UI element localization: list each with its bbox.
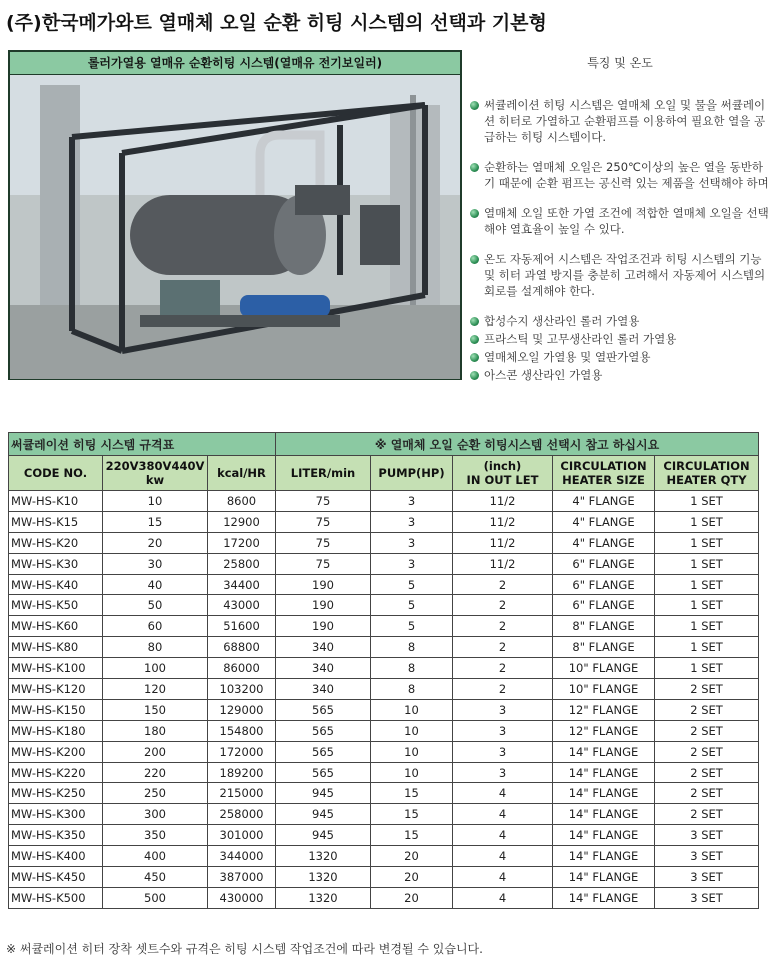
table-cell: MW-HS-K15 xyxy=(9,511,103,532)
footnote: ※ 써큘레이션 히터 장착 셋트수와 규격은 히팅 시스템 작업조건에 따라 변경될 수 있습니다. xyxy=(6,942,483,956)
bullet-icon xyxy=(470,353,479,362)
table-cell: 10" FLANGE xyxy=(553,658,655,679)
table-cell: 103200 xyxy=(208,679,276,700)
table-cell: 4" FLANGE xyxy=(553,511,655,532)
table-cell: 43000 xyxy=(208,595,276,616)
table-cell: MW-HS-K60 xyxy=(9,616,103,637)
table-cell: 11/2 xyxy=(453,532,553,553)
table-cell: 344000 xyxy=(208,846,276,867)
table-cell: 4 xyxy=(453,783,553,804)
table-cell: 387000 xyxy=(208,867,276,888)
feature-item xyxy=(470,97,770,145)
table-cell: 200 xyxy=(103,741,208,762)
table-cell: 3 xyxy=(453,720,553,741)
table-cell: 20 xyxy=(103,532,208,553)
product-photo xyxy=(10,75,460,379)
table-row xyxy=(9,804,759,825)
table-cell: 12900 xyxy=(208,511,276,532)
table-cell: 75 xyxy=(276,511,371,532)
table-cell: 565 xyxy=(276,720,371,741)
table-cell: 180 xyxy=(103,720,208,741)
table-cell: 945 xyxy=(276,783,371,804)
table-cell: 4 xyxy=(453,804,553,825)
column-header-line: PUMP(HP) xyxy=(378,466,445,480)
bullet-icon xyxy=(470,209,479,218)
table-cell: 2 SET xyxy=(655,762,759,783)
table-cell: 10 xyxy=(371,720,453,741)
column-header xyxy=(9,456,103,491)
table-cell: MW-HS-K50 xyxy=(9,595,103,616)
table-cell: 2 xyxy=(453,595,553,616)
table-cell: MW-HS-K80 xyxy=(9,637,103,658)
table-cell: 10 xyxy=(371,741,453,762)
use-item xyxy=(470,349,770,365)
table-cell: 3 xyxy=(453,741,553,762)
table-cell: 565 xyxy=(276,762,371,783)
table-cell: 25800 xyxy=(208,553,276,574)
table-cell: 1320 xyxy=(276,846,371,867)
table-cell: 3 xyxy=(453,699,553,720)
table-cell: 4" FLANGE xyxy=(553,532,655,553)
column-header-line: CODE NO. xyxy=(23,466,88,480)
table-cell: 14" FLANGE xyxy=(553,867,655,888)
column-header-line: 220V380V440V xyxy=(105,459,205,473)
table-cell: 3 xyxy=(453,762,553,783)
table-cell: 15 xyxy=(103,511,208,532)
table-cell: 945 xyxy=(276,825,371,846)
table-cell: 3 xyxy=(371,511,453,532)
table-cell: 8" FLANGE xyxy=(553,616,655,637)
table-row xyxy=(9,637,759,658)
table-row xyxy=(9,720,759,741)
table-cell: 258000 xyxy=(208,804,276,825)
column-header xyxy=(276,456,371,491)
bullet-icon xyxy=(470,371,479,380)
table-cell: 75 xyxy=(276,491,371,512)
table-row xyxy=(9,553,759,574)
table-cell: 34400 xyxy=(208,574,276,595)
use-text: 프라스틱 및 고무생산라인 롤러 가열용 xyxy=(484,332,677,346)
feature-item xyxy=(470,205,770,237)
table-cell: 4 xyxy=(453,825,553,846)
table-cell: 945 xyxy=(276,804,371,825)
feature-text: 열매체 오일 또한 가열 조건에 적합한 열매체 오일을 선택해야 열효율이 높일 수 있다. xyxy=(484,206,769,236)
column-header xyxy=(453,456,553,491)
table-cell: 20 xyxy=(371,867,453,888)
table-cell: 301000 xyxy=(208,825,276,846)
table-cell: MW-HS-K100 xyxy=(9,658,103,679)
column-header-line: CIRCULATION xyxy=(560,459,647,473)
table-cell: 2 SET xyxy=(655,783,759,804)
table-cell: MW-HS-K150 xyxy=(9,699,103,720)
table-cell: 30 xyxy=(103,553,208,574)
table-cell: 3 SET xyxy=(655,846,759,867)
table-cell: 2 xyxy=(453,637,553,658)
table-cell: 340 xyxy=(276,658,371,679)
column-header xyxy=(553,456,655,491)
table-row xyxy=(9,762,759,783)
table-cell: 1 SET xyxy=(655,616,759,637)
table-cell: 60 xyxy=(103,616,208,637)
table-cell: 3 xyxy=(371,553,453,574)
table-row xyxy=(9,491,759,512)
table-cell: 3 SET xyxy=(655,867,759,888)
table-cell: MW-HS-K400 xyxy=(9,846,103,867)
table-cell: 1 SET xyxy=(655,511,759,532)
table-cell: 1 SET xyxy=(655,553,759,574)
table-row xyxy=(9,532,759,553)
table-cell: 4 xyxy=(453,867,553,888)
product-header: 롤러가열용 열매유 순환히팅 시스템(열매유 전기보일러) xyxy=(10,52,460,75)
table-cell: MW-HS-K180 xyxy=(9,720,103,741)
table-cell: 14" FLANGE xyxy=(553,783,655,804)
table-cell: 450 xyxy=(103,867,208,888)
table-cell: 51600 xyxy=(208,616,276,637)
table-cell: 11/2 xyxy=(453,491,553,512)
table-cell: 120 xyxy=(103,679,208,700)
table-cell: MW-HS-K250 xyxy=(9,783,103,804)
table-cell: 80 xyxy=(103,637,208,658)
features-section xyxy=(470,48,770,385)
table-cell: 1 SET xyxy=(655,637,759,658)
table-cell: 14" FLANGE xyxy=(553,804,655,825)
bullet-icon xyxy=(470,255,479,264)
table-cell: MW-HS-K300 xyxy=(9,804,103,825)
uses-list xyxy=(470,313,770,383)
table-cell: 1 SET xyxy=(655,595,759,616)
features-heading: 특징 및 온도 xyxy=(587,56,653,70)
bullet-icon xyxy=(470,317,479,326)
table-cell: 8600 xyxy=(208,491,276,512)
column-header-line: CIRCULATION xyxy=(663,459,750,473)
table-cell: 2 SET xyxy=(655,699,759,720)
table-cell: 15 xyxy=(371,783,453,804)
table-cell: 5 xyxy=(371,616,453,637)
table-row xyxy=(9,595,759,616)
table-cell: 1320 xyxy=(276,867,371,888)
table-row xyxy=(9,825,759,846)
column-header xyxy=(208,456,276,491)
table-row xyxy=(9,699,759,720)
table-cell: 14" FLANGE xyxy=(553,846,655,867)
table-cell: 154800 xyxy=(208,720,276,741)
table-cell: 10 xyxy=(103,491,208,512)
table-cell: MW-HS-K200 xyxy=(9,741,103,762)
table-cell: 2 xyxy=(453,658,553,679)
table-cell: MW-HS-K450 xyxy=(9,867,103,888)
table-cell: 340 xyxy=(276,637,371,658)
column-header-line: LITER/min xyxy=(290,466,356,480)
table-cell: 14" FLANGE xyxy=(553,887,655,908)
use-item xyxy=(470,313,770,329)
table-cell: 215000 xyxy=(208,783,276,804)
table-cell: 220 xyxy=(103,762,208,783)
table-cell: 300 xyxy=(103,804,208,825)
table-cell: 190 xyxy=(276,616,371,637)
table-cell: 190 xyxy=(276,574,371,595)
table-cell: 3 SET xyxy=(655,825,759,846)
table-cell: 400 xyxy=(103,846,208,867)
table-row xyxy=(9,511,759,532)
heating-system-illustration xyxy=(10,75,460,379)
table-cell: 75 xyxy=(276,532,371,553)
table-cell: 129000 xyxy=(208,699,276,720)
table-cell: MW-HS-K30 xyxy=(9,553,103,574)
column-header-line: kcal/HR xyxy=(217,466,266,480)
table-cell: 15 xyxy=(371,804,453,825)
table-cell: 2 SET xyxy=(655,741,759,762)
bullet-icon xyxy=(470,335,479,344)
table-cell: 2 xyxy=(453,616,553,637)
table-cell: 8" FLANGE xyxy=(553,637,655,658)
bullet-icon xyxy=(470,101,479,110)
table-cell: 75 xyxy=(276,553,371,574)
table-cell: 50 xyxy=(103,595,208,616)
table-cell: 4" FLANGE xyxy=(553,491,655,512)
table-cell: 8 xyxy=(371,679,453,700)
table-cell: 5 xyxy=(371,574,453,595)
table-cell: 40 xyxy=(103,574,208,595)
column-header-line: HEATER QTY xyxy=(666,473,747,487)
table-cell: MW-HS-K350 xyxy=(9,825,103,846)
table-cell: 1 SET xyxy=(655,658,759,679)
table-cell: 190 xyxy=(276,595,371,616)
table-row xyxy=(9,616,759,637)
table-cell: 2 SET xyxy=(655,720,759,741)
table-row xyxy=(9,658,759,679)
table-cell: 4 xyxy=(453,887,553,908)
table-cell: 8 xyxy=(371,637,453,658)
use-text: 합성수지 생산라인 롤러 가열용 xyxy=(484,314,640,328)
table-cell: 12" FLANGE xyxy=(553,720,655,741)
table-row xyxy=(9,867,759,888)
column-header xyxy=(371,456,453,491)
use-text: 아스콘 생산라인 가열용 xyxy=(484,368,603,382)
table-cell: 1 SET xyxy=(655,532,759,553)
table-cell: 350 xyxy=(103,825,208,846)
table-cell: 20 xyxy=(371,846,453,867)
table-title: 써큘레이션 히팅 시스템 규격표 xyxy=(9,433,276,456)
table-cell: MW-HS-K10 xyxy=(9,491,103,512)
table-cell: 2 xyxy=(453,679,553,700)
table-cell: 3 xyxy=(371,532,453,553)
table-cell: 11/2 xyxy=(453,553,553,574)
column-header xyxy=(103,456,208,491)
table-cell: MW-HS-K20 xyxy=(9,532,103,553)
table-cell: 100 xyxy=(103,658,208,679)
table-cell: 2 xyxy=(453,574,553,595)
use-text: 열매체오일 가열용 및 열판가열용 xyxy=(484,350,651,364)
table-cell: 14" FLANGE xyxy=(553,741,655,762)
table-cell: 68800 xyxy=(208,637,276,658)
table-cell: 6" FLANGE xyxy=(553,553,655,574)
feature-text: 써큘레이션 히팅 시스템은 열매체 오일 및 물을 써큘레이션 히터로 가열하고 순환펌프를 이용하여 필요한 열을 공급하는 히팅 시스템이다. xyxy=(484,98,766,144)
table-cell: 8 xyxy=(371,658,453,679)
spec-table xyxy=(8,432,759,909)
column-header-line: HEATER SIZE xyxy=(562,473,645,487)
table-cell: 1 SET xyxy=(655,491,759,512)
table-cell: 565 xyxy=(276,741,371,762)
column-header-line: IN OUT LET xyxy=(466,473,539,487)
table-cell: 1320 xyxy=(276,887,371,908)
table-row xyxy=(9,846,759,867)
table-cell: 1 SET xyxy=(655,574,759,595)
table-cell: 10 xyxy=(371,699,453,720)
table-cell: MW-HS-K120 xyxy=(9,679,103,700)
table-cell: 150 xyxy=(103,699,208,720)
table-cell: 14" FLANGE xyxy=(553,762,655,783)
feature-text: 온도 자동제어 시스템은 작업조건과 히팅 시스템의 기능 및 히터 과열 방지를 충분히 고려해서 자동제어 시스템의 회로를 설계해야 한다. xyxy=(484,252,766,298)
table-cell: 14" FLANGE xyxy=(553,825,655,846)
table-row xyxy=(9,887,759,908)
table-cell: 11/2 xyxy=(453,511,553,532)
table-cell: 20 xyxy=(371,887,453,908)
bullet-icon xyxy=(470,163,479,172)
table-row xyxy=(9,574,759,595)
table-cell: 250 xyxy=(103,783,208,804)
table-row xyxy=(9,783,759,804)
table-cell: 6" FLANGE xyxy=(553,574,655,595)
use-item xyxy=(470,367,770,383)
table-cell: 430000 xyxy=(208,887,276,908)
table-cell: 12" FLANGE xyxy=(553,699,655,720)
feature-item xyxy=(470,159,770,191)
table-cell: MW-HS-K220 xyxy=(9,762,103,783)
column-header-row xyxy=(9,456,759,491)
column-header-line: (inch) xyxy=(483,459,522,473)
table-cell: 10 xyxy=(371,762,453,783)
table-cell: 565 xyxy=(276,699,371,720)
table-cell: 5 xyxy=(371,595,453,616)
feature-text: 순환하는 열매체 오일은 250℃이상의 높은 열을 동반하기 때문에 순환 펌프는 공신력 있는 제품을 선택해야 하며 xyxy=(484,160,769,190)
table-cell: 3 xyxy=(371,491,453,512)
table-cell: 189200 xyxy=(208,762,276,783)
column-header xyxy=(655,456,759,491)
table-cell: 2 SET xyxy=(655,804,759,825)
table-cell: 340 xyxy=(276,679,371,700)
table-cell: 6" FLANGE xyxy=(553,595,655,616)
table-row xyxy=(9,679,759,700)
table-cell: 3 SET xyxy=(655,887,759,908)
table-notice: ※ 열매체 오일 순환 히팅시스템 선택시 참고 하십시요 xyxy=(276,433,759,456)
table-cell: 86000 xyxy=(208,658,276,679)
table-cell: 172000 xyxy=(208,741,276,762)
table-cell: 17200 xyxy=(208,532,276,553)
column-header-line: kw xyxy=(145,473,165,487)
table-cell: 10" FLANGE xyxy=(553,679,655,700)
table-row xyxy=(9,741,759,762)
feature-item xyxy=(470,251,770,299)
use-item xyxy=(470,331,770,347)
table-cell: 2 SET xyxy=(655,679,759,700)
table-title-row xyxy=(9,433,759,456)
table-cell: MW-HS-K500 xyxy=(9,887,103,908)
table-cell: 4 xyxy=(453,846,553,867)
page-title: (주)한국메가와트 열매체 오일 순환 히팅 시스템의 선택과 기본형 xyxy=(6,12,547,34)
table-cell: MW-HS-K40 xyxy=(9,574,103,595)
table-cell: 15 xyxy=(371,825,453,846)
product-panel xyxy=(8,50,462,380)
table-cell: 500 xyxy=(103,887,208,908)
